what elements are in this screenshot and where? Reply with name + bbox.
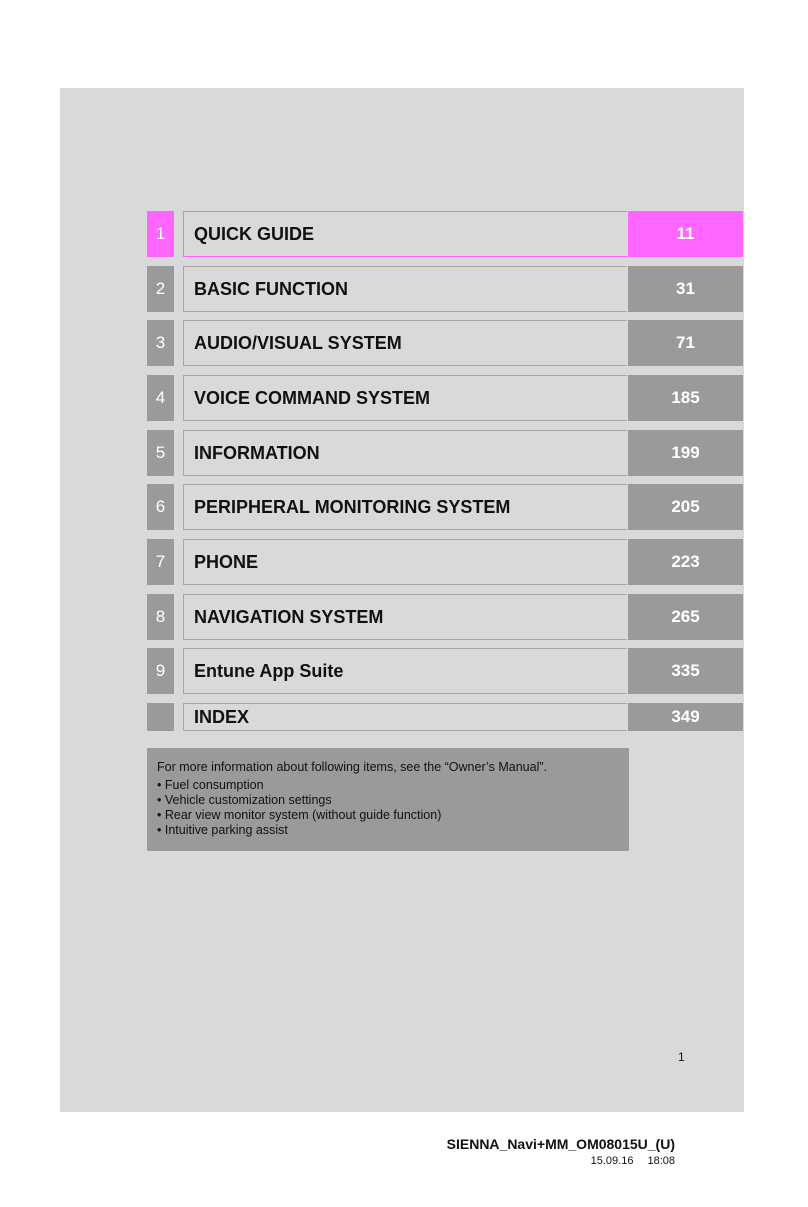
chapter-title[interactable]: VOICE COMMAND SYSTEM bbox=[183, 375, 627, 421]
index-title[interactable]: INDEX bbox=[183, 703, 627, 731]
toc-row-voice-command-system[interactable] bbox=[147, 375, 743, 421]
footer-timestamp bbox=[591, 1155, 675, 1167]
chapter-page[interactable]: 199 bbox=[628, 430, 743, 476]
chapter-title[interactable]: Entune App Suite bbox=[183, 648, 627, 694]
footer-time: 18:08 bbox=[647, 1155, 675, 1167]
chapter-number: 8 bbox=[147, 594, 174, 640]
chapter-page[interactable]: 11 bbox=[628, 211, 743, 257]
chapter-title[interactable]: PERIPHERAL MONITORING SYSTEM bbox=[183, 484, 627, 530]
chapter-number: 1 bbox=[147, 211, 174, 257]
note-item: • Rear view monitor system (without guide function) bbox=[157, 808, 619, 823]
chapter-title[interactable]: BASIC FUNCTION bbox=[183, 266, 627, 312]
index-page[interactable]: 349 bbox=[628, 703, 743, 731]
chapter-title[interactable]: QUICK GUIDE bbox=[183, 211, 627, 257]
toc-row-navigation-system[interactable] bbox=[147, 594, 743, 640]
chapter-page[interactable]: 71 bbox=[628, 320, 743, 366]
chapter-title[interactable]: AUDIO/VISUAL SYSTEM bbox=[183, 320, 627, 366]
chapter-number: 7 bbox=[147, 539, 174, 585]
note-item: • Fuel consumption bbox=[157, 778, 619, 793]
chapter-number: 2 bbox=[147, 266, 174, 312]
chapter-page[interactable]: 31 bbox=[628, 266, 743, 312]
toc-row-quick-guide[interactable] bbox=[147, 211, 743, 257]
chapter-page[interactable]: 335 bbox=[628, 648, 743, 694]
owners-manual-note bbox=[147, 748, 629, 851]
chapter-page[interactable]: 265 bbox=[628, 594, 743, 640]
chapter-number: 9 bbox=[147, 648, 174, 694]
chapter-number: 6 bbox=[147, 484, 174, 530]
toc-row-index[interactable] bbox=[147, 703, 743, 731]
page-number: 1 bbox=[678, 1050, 685, 1064]
note-item: • Intuitive parking assist bbox=[157, 823, 619, 838]
toc-row-entune-app-suite[interactable] bbox=[147, 648, 743, 694]
chapter-title[interactable]: PHONE bbox=[183, 539, 627, 585]
chapter-number: 5 bbox=[147, 430, 174, 476]
chapter-number-blank bbox=[147, 703, 174, 731]
chapter-page[interactable]: 185 bbox=[628, 375, 743, 421]
chapter-page[interactable]: 223 bbox=[628, 539, 743, 585]
chapter-page[interactable]: 205 bbox=[628, 484, 743, 530]
footer-date: 15.09.16 bbox=[590, 1155, 634, 1167]
chapter-number: 3 bbox=[147, 320, 174, 366]
footer-doc-id: SIENNA_Navi+MM_OM08015U_(U) bbox=[446, 1136, 675, 1152]
toc-row-audio-visual-system[interactable] bbox=[147, 320, 743, 366]
toc-row-phone[interactable] bbox=[147, 539, 743, 585]
toc-row-basic-function[interactable] bbox=[147, 266, 743, 312]
chapter-number: 4 bbox=[147, 375, 174, 421]
chapter-title[interactable]: NAVIGATION SYSTEM bbox=[183, 594, 627, 640]
chapter-title[interactable]: INFORMATION bbox=[183, 430, 627, 476]
toc-row-peripheral-monitoring-system[interactable] bbox=[147, 484, 743, 530]
note-item: • Vehicle customization settings bbox=[157, 793, 619, 808]
toc-row-information[interactable] bbox=[147, 430, 743, 476]
note-intro: For more information about following items, see the “Owner’s Manual”. bbox=[157, 760, 547, 774]
